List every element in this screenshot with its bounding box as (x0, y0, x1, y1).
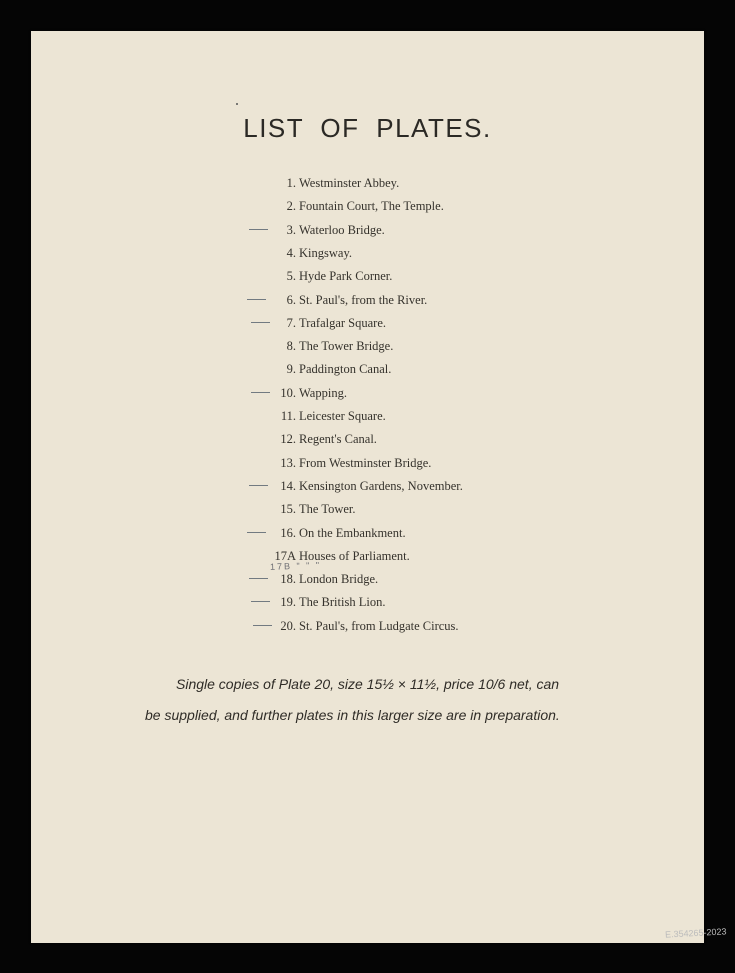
note-line-2: be supplied, and further plates in this larger size are in preparation. (145, 707, 560, 723)
plate-item (31, 313, 704, 333)
plate-name: Fountain Court, The Temple. (299, 199, 444, 214)
accession-mark: E.354265-2023 (665, 926, 728, 940)
plate-item (31, 453, 704, 473)
plate-item (31, 523, 704, 543)
plate-name: London Bridge. (299, 572, 379, 587)
plate-number: 14. (280, 478, 296, 493)
plate-number: 10. (280, 385, 296, 400)
plate-number: 2. (286, 199, 296, 214)
plate-name: Paddington Canal. (299, 362, 392, 377)
handwritten-annotation: 17B " " " (269, 560, 322, 572)
plate-number: 1. (286, 176, 296, 190)
plate-number: 13. (280, 455, 296, 470)
plate-name: Kingsway. (299, 245, 353, 260)
plate-item (31, 359, 704, 379)
plate-item (31, 406, 704, 426)
plate-item (31, 499, 704, 519)
plate-number: 12. (280, 432, 296, 447)
plate-item (31, 266, 704, 286)
plate-name: On the Embankment. (299, 525, 406, 540)
plate-name: Kensington Gardens, November. (299, 478, 463, 493)
plate-number: 5. (286, 269, 296, 284)
plate-name: St. Paul's, from the River. (299, 292, 428, 307)
plate-item (31, 220, 704, 240)
plate-item (31, 196, 704, 216)
plate-number: 18. (280, 572, 296, 587)
plate-number: 20. (280, 618, 296, 633)
plate-name: Westminster Abbey. (299, 176, 400, 190)
plate-item (31, 429, 704, 449)
plate-number: 7. (286, 315, 296, 330)
note-line-1: Single copies of Plate 20, size 15½ × 11½, price 10/6 net, can (176, 676, 560, 692)
plate-name: Trafalgar Square. (299, 315, 387, 330)
plate-number: 17A (274, 548, 296, 563)
plate-item (31, 592, 704, 612)
plate-item (31, 336, 704, 356)
plate-name: Leicester Square. (299, 409, 386, 423)
plate-name: The British Lion. (299, 595, 386, 610)
plate-item (31, 476, 704, 496)
plate-name: St. Paul's, from Ludgate Circus. (299, 618, 459, 633)
paper-speck (236, 103, 238, 105)
plate-number: 19. (280, 595, 296, 610)
plate-number: 16. (280, 525, 296, 540)
page-title: LIST OF PLATES. (243, 113, 492, 143)
plate-item (31, 383, 704, 403)
plate-name: Wapping. (299, 385, 347, 400)
plate-number: 15. (280, 502, 296, 517)
plate-item (31, 173, 704, 193)
plate-name: The Tower. (299, 502, 356, 517)
plate-item (31, 243, 704, 263)
plate-number: 6. (286, 292, 296, 307)
plate-name: Waterloo Bridge. (299, 222, 385, 237)
document-page (31, 31, 704, 943)
plate-number: 9. (286, 362, 296, 377)
plate-item (31, 569, 704, 589)
plate-item (31, 616, 704, 636)
plate-name: Regent's Canal. (299, 432, 377, 447)
plate-number: 8. (286, 339, 296, 354)
plate-item (31, 290, 704, 310)
plate-name: From Westminster Bridge. (299, 455, 432, 470)
plate-number: 4. (286, 245, 296, 260)
plate-number: 11. (280, 409, 296, 423)
plate-name: Hyde Park Corner. (299, 269, 393, 284)
plate-item (31, 546, 704, 566)
plate-number: 3. (286, 222, 296, 237)
plate-name: The Tower Bridge. (299, 339, 394, 354)
plate-name: Houses of Parliament. (299, 548, 410, 563)
